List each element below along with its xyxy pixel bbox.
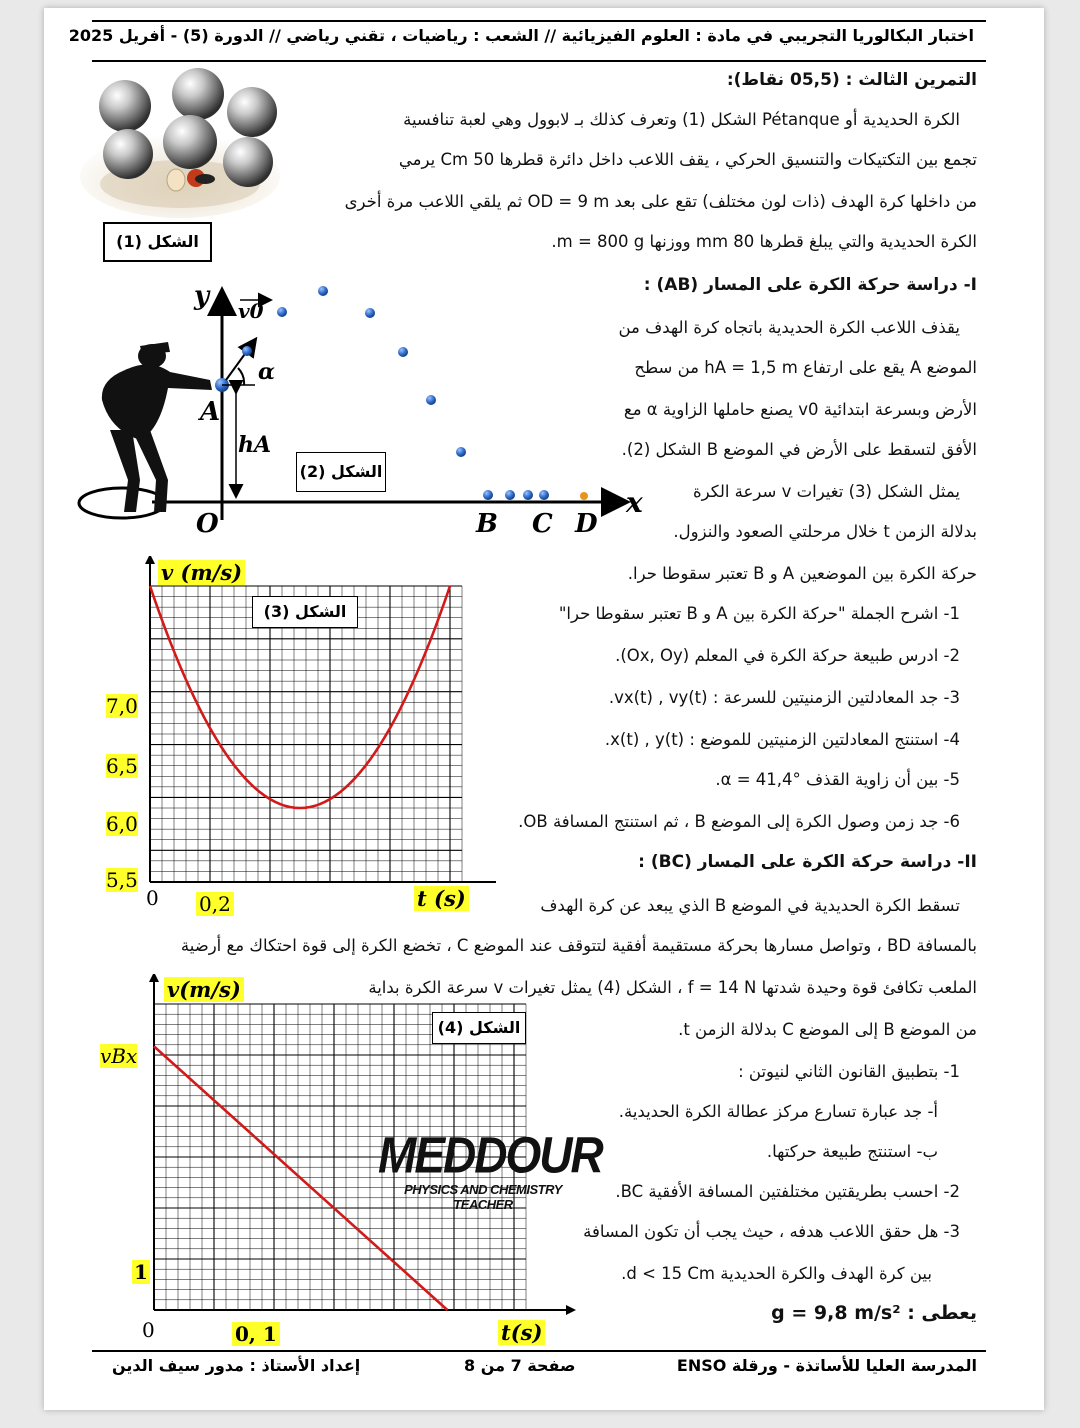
part1-line-3: الأرض وبسرعة ابتدائية v0 يصنع حاملها الزاوية α مع xyxy=(623,400,977,419)
part1-line-7: حركة الكرة بين الموضعين A و B تعتبر سقوطا حرا. xyxy=(627,564,977,583)
fig4-ytick-1: 1 xyxy=(134,1260,148,1284)
part1-question-2: 2- ادرس طبيعة حركة الكرة في المعلم (Ox, Oy). xyxy=(615,646,960,665)
part2-question-1: 1- بتطبيق القانون الثاني لنيوتن : xyxy=(738,1062,960,1081)
fig2-x-label: x xyxy=(626,486,643,519)
fig3-ytick-6-5: 6,5 xyxy=(106,754,138,778)
meddour-logo xyxy=(378,1126,602,1212)
trajectory-points xyxy=(242,286,588,500)
fig3-ytick-5-5: 5,5 xyxy=(106,868,138,892)
part2-question-2: 2- احسب بطريقتين مختلفتين المسافة الأفقية BC. xyxy=(615,1182,960,1201)
fig4-label: الشكل (4) xyxy=(432,1012,526,1044)
x-axis-arrow xyxy=(566,1305,576,1315)
given-g: يعطى : g = 9,8 m/s² xyxy=(771,1302,977,1324)
target-ball xyxy=(580,492,588,500)
fig2-D-label: D xyxy=(575,509,598,539)
fig2-v0-label: v0 xyxy=(238,299,264,323)
logo-name: MEDDOUR xyxy=(378,1126,602,1184)
fig3-label: الشكل (3) xyxy=(252,596,358,628)
part2-question-1a: أ- جد عبارة تسارع مركز عطالة الكرة الحديدية. xyxy=(618,1102,938,1121)
part2-question-3-cont: بين كرة الهدف والكرة الحديدية d < 15 Cm. xyxy=(621,1264,932,1283)
fig3-xtick-0: 0 xyxy=(146,886,159,910)
footer-school: المدرسة العليا للأساتذة - ورقلة ENSO xyxy=(676,1356,977,1375)
intro-line-3: من داخلها كرة الهدف (ذات لون مختلف) تقع على بعد OD = 9 m ثم يلقي اللاعب مرة أخرى xyxy=(344,192,977,211)
fig4-xlabel: t(s) xyxy=(498,1320,545,1345)
exercise-title: التمرين الثالث : (05,5 نقاط): xyxy=(726,70,977,90)
part2-line-2: بالمسافة BD ، وتواصل مسارها بحركة مستقيمة أفقية لتتوقف عند الموضع C ، تخضع الكرة إلى قوة احتكاك مع أرضية xyxy=(180,936,977,955)
fig2-label: الشكل (2) xyxy=(296,452,386,492)
player-silhouette xyxy=(102,342,212,512)
part1-line-2: الموضع A يقع على ارتفاع hA = 1,5 m من سطح xyxy=(634,358,977,377)
part2-line-4: من الموضع B إلى الموضع C بدلالة الزمن t. xyxy=(678,1020,977,1039)
fig2-C-label: C xyxy=(532,509,553,539)
footer-page: صفحة 7 من 8 xyxy=(464,1356,576,1375)
intro-line-2: تجمع بين التكتيكات والتنسيق الحركي ، يقف اللاعب داخل دائرة قطرها 50 Cm يرمي xyxy=(398,150,977,169)
fig2-B-label: B xyxy=(476,509,498,539)
y-axis-arrow xyxy=(145,556,155,564)
y-axis-arrow xyxy=(149,974,159,982)
part1-title: I- دراسة حركة الكرة على المسار (AB) : xyxy=(643,275,977,295)
intro-line-4: الكرة الحديدية والتي يبلغ قطرها 80 mm ووزنها m = 800 g. xyxy=(551,232,977,251)
fig4-ylabel: v(m/s) xyxy=(164,977,244,1002)
part2-line-1: تسقط الكرة الحديدية في الموضع B الذي يبعد عن كرة الهدف xyxy=(540,896,960,915)
fig4-xtick-0-1: 0, 1 xyxy=(232,1322,280,1346)
header-rule-top xyxy=(92,20,986,22)
intro-line-1: الكرة الحديدية أو Pétanque الشكل (1) وتعرف كذلك بـ لابوول وهي لعبة تنافسية xyxy=(403,110,960,129)
part1-line-1: يقذف اللاعب الكرة الحديدية باتجاه كرة الهدف من xyxy=(618,318,960,337)
footer-rule xyxy=(92,1350,986,1352)
part1-question-1: 1- اشرح الجملة "حركة الكرة بين A و B تعتبر سقوطا حرا" xyxy=(558,604,960,623)
v0-vector xyxy=(226,340,255,380)
part1-line-4: الأفق لتسقط على الأرض في الموضع B الشكل (2). xyxy=(621,440,977,459)
fig3-xtick-0-2: 0,2 xyxy=(196,892,234,916)
fig2-O-label: O xyxy=(196,509,219,539)
fig4-xtick-0: 0 xyxy=(142,1318,155,1342)
fig3-ytick-6-0: 6,0 xyxy=(106,812,138,836)
fig3-ytick-7-0: 7,0 xyxy=(106,694,138,718)
part1-line-5: يمثل الشكل (3) تغيرات v سرعة الكرة xyxy=(692,482,960,501)
header-rule-bottom xyxy=(92,60,986,62)
fig2-trajectory-diagram xyxy=(70,280,650,542)
part1-line-6: بدلالة الزمن t خلال مرحلتي الصعود والنزول. xyxy=(673,522,977,541)
fig4-ytick-vBx: vBx xyxy=(100,1044,138,1068)
fig1-label: الشكل (1) xyxy=(103,222,212,262)
part2-question-1b: ب- استنتج طبيعة حركتها. xyxy=(766,1142,938,1161)
exam-header: اختبار البكالوريا التجريبي في مادة : العلوم الفيزيائية // الشعب : رياضيات ، تقني رياضي // الدورة (5) - أفريل 2025 xyxy=(68,26,974,45)
fig3-xlabel: t (s) xyxy=(414,886,469,911)
petanque-photo xyxy=(80,66,280,218)
part1-question-4: 4- استنتج المعادلتين الزمنيتين للموضع : x(t) , y(t). xyxy=(604,730,960,749)
footer-author: إعداد الأستاذ : مدور سيف الدين xyxy=(112,1356,361,1375)
fig2-hA-label: hA xyxy=(238,432,272,458)
fig2-alpha-label: α xyxy=(258,359,275,385)
fig3-ylabel: v (m/s) xyxy=(158,560,245,585)
part1-question-5: 5- بين أن زاوية القذف α = 41,4°. xyxy=(715,770,960,789)
logo-subtitle: PHYSICS AND CHEMISTRY TEACHER xyxy=(404,1182,562,1212)
fig2-y-label: y xyxy=(194,281,210,311)
fig2-A-label: A xyxy=(200,397,221,427)
part1-question-6: 6- جد زمن وصول الكرة إلى الموضع B ، ثم استنتج المسافة OB. xyxy=(518,812,960,831)
part2-line-3: الملعب تكافئ قوة وحيدة شدتها f = 14 N ، الشكل (4) يمثل تغيرات v سرعة الكرة بداية xyxy=(368,978,977,997)
part2-title: II- دراسة حركة الكرة على المسار (BC) : xyxy=(638,852,977,872)
alpha-arc xyxy=(238,368,244,385)
part2-question-3: 3- هل حقق اللاعب هدفه ، حيث يجب أن تكون المسافة xyxy=(583,1222,960,1241)
part1-question-3: 3- جد المعادلتين الزمنيتين للسرعة : vx(t) , vy(t). xyxy=(608,688,960,707)
